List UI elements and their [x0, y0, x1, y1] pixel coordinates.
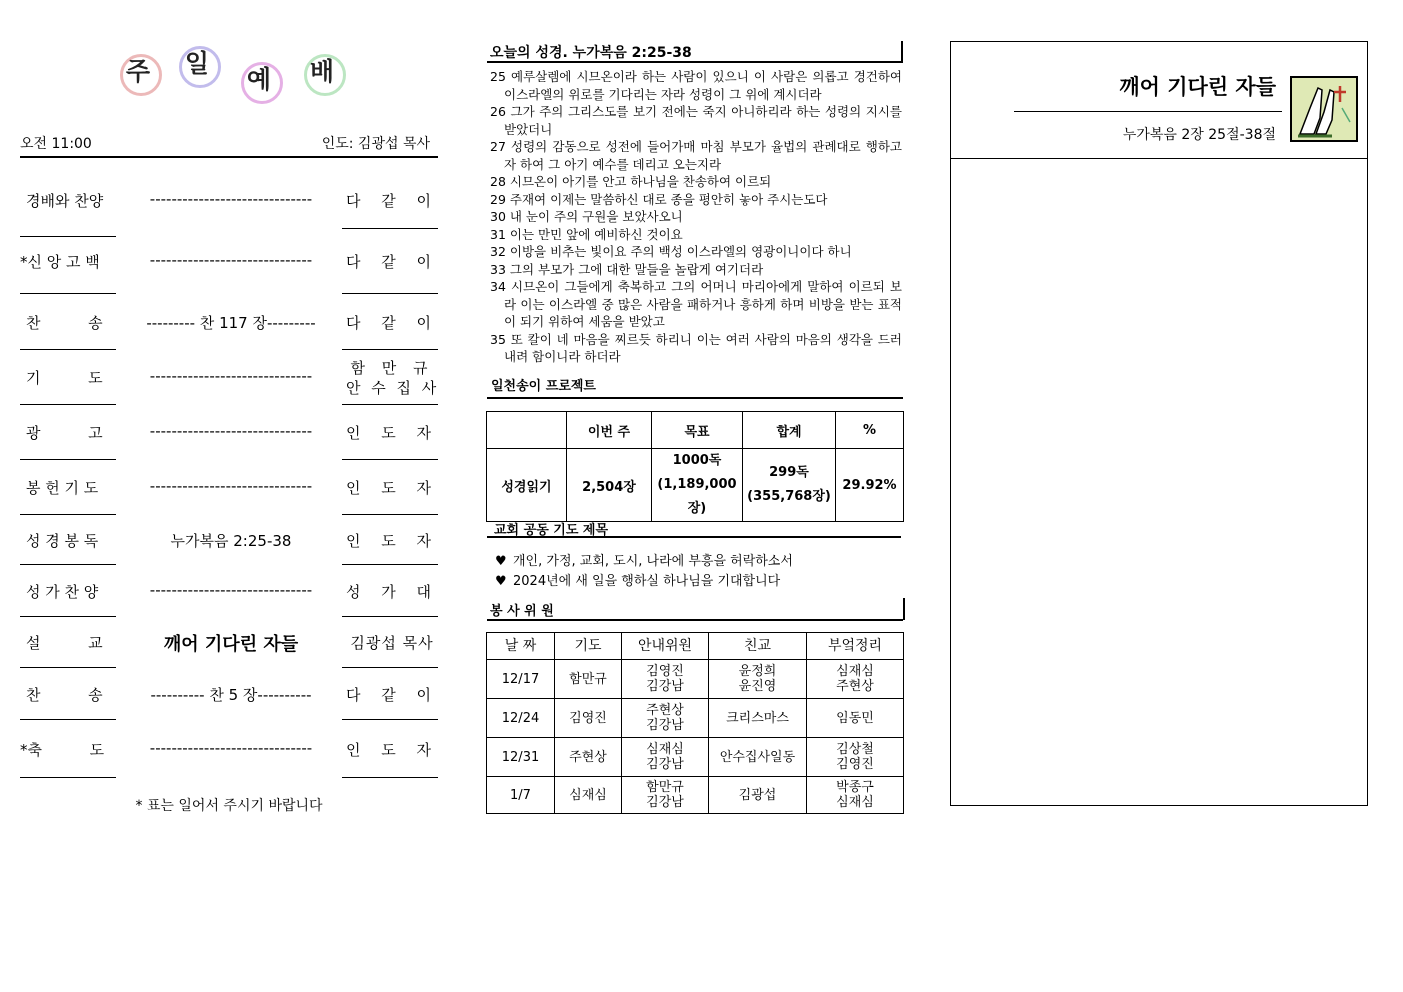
divider — [342, 719, 438, 720]
table-header: % — [836, 412, 904, 449]
service-time: 오전 11:00 — [20, 136, 92, 152]
divider — [20, 404, 116, 405]
table-row — [487, 660, 904, 699]
table-cell: 12/31 — [487, 738, 555, 777]
praying-hands-icon — [1290, 76, 1358, 142]
service-leader: 인도: 김광섭 목사 — [321, 136, 430, 152]
order-who: 인 도 자 — [346, 741, 440, 759]
sermon-page-subtitle: 누가복음 2장 25절-38절 — [1122, 127, 1276, 143]
order-who: 다 같 이 — [346, 192, 440, 210]
table-cell: 12/24 — [487, 699, 555, 738]
divider — [20, 349, 116, 350]
order-name: *축 도 — [20, 741, 105, 759]
sermon-title: 깨어 기다린 자들 — [163, 634, 299, 655]
table-header: 기도 — [555, 633, 622, 660]
table-cell: 박종구 심재심 — [807, 777, 904, 814]
table-cell: 안수집사일동 — [709, 738, 807, 777]
service-header — [20, 133, 438, 157]
title-char: 배 — [309, 57, 335, 86]
divider — [342, 777, 438, 778]
scripture-text — [490, 68, 902, 366]
order-who: 김광섭 목사 — [350, 634, 434, 652]
divider — [20, 459, 116, 460]
divider — [20, 616, 116, 617]
verse: 31 이는 만민 앞에 예비하신 것이요 — [490, 226, 683, 242]
divider — [342, 459, 438, 460]
verse: 29 주재여 이제는 말씀하신 대로 종을 평안히 놓아 주시는도다 — [490, 191, 828, 207]
verse: 28 시므온이 아기를 안고 하나님을 찬송하여 이르되 — [490, 174, 772, 189]
divider — [342, 293, 438, 294]
prayer-item: ♥ 개인, 가정, 교회, 도시, 나라에 부흥을 허락하소서 — [495, 554, 793, 569]
table-cell: 299독 (355,768장) — [743, 449, 836, 522]
scripture-title: 오늘의 성경. 누가복음 2:25-38 — [490, 45, 692, 61]
divider — [901, 41, 903, 62]
table-header: 날 짜 — [487, 633, 555, 660]
order-name: 기 도 — [26, 369, 103, 387]
order-detail: 누가복음 2:25-38 — [170, 532, 292, 550]
order-detail: ------------------------------ — [149, 581, 313, 599]
service-title: 봉 사 위 원 — [490, 604, 554, 619]
prayer-title: 교회 공동 기도 제목 — [494, 523, 609, 538]
order-detail: ------------------------------ — [149, 251, 313, 269]
divider — [903, 598, 905, 620]
divider — [1014, 111, 1282, 112]
divider — [20, 719, 116, 720]
order-name: 설 교 — [26, 634, 103, 652]
table-cell: 심재심 김강남 — [622, 738, 709, 777]
divider — [342, 564, 438, 565]
order-who: 함 만 규 — [350, 359, 434, 377]
divider — [342, 404, 438, 405]
divider — [487, 536, 901, 538]
order-who: 다 같 이 — [346, 314, 440, 332]
divider — [20, 564, 116, 565]
verse: 25 예루살렘에 시므온이라 하는 사람이 있으니 이 사람은 의롭고 경건하여 이스라엘의 위로를 기다리는 자라 성령이 그 위에 계시더라 — [490, 69, 902, 102]
prayer-item: ♥ 2024년에 새 일을 행하실 하나님을 기대합니다 — [495, 574, 781, 589]
verse: 34 시므온이 그들에게 축복하고 그의 어머니 마리아에게 말하여 이르되 보라 이는 이스라엘 중 많은 사람을 패하거나 흥하게 하며 비방을 받는 표적이 되기 위하여 세움을 받았고 — [490, 279, 902, 329]
table-cell: 윤정희 윤진영 — [709, 660, 807, 699]
order-who: 성 가 대 — [346, 583, 440, 601]
order-name: 성 경 봉 독 — [26, 532, 99, 550]
title-char: 예 — [246, 65, 272, 94]
verse: 35 또 칼이 네 마음을 찌르듯 하리니 이는 여러 사람의 마음의 생각을 드러내려 함이니라 하더라 — [490, 331, 902, 364]
standing-note: * 표는 일어서 주시기 바랍니다 — [135, 798, 323, 814]
divider — [342, 514, 438, 515]
table-cell: 2,504장 — [567, 449, 652, 522]
table-cell: 김영진 — [555, 699, 622, 738]
table-cell: 김영진 김강남 — [622, 660, 709, 699]
heart-icon: ♥ — [495, 574, 507, 589]
order-detail: ------------------------------ — [149, 190, 313, 208]
verse: 33 그의 부모가 그에 대한 말들을 놀랍게 여기더라 — [490, 261, 764, 277]
table-header — [487, 412, 567, 449]
table-cell: 함만규 — [555, 660, 622, 699]
divider — [342, 616, 438, 617]
heart-icon: ♥ — [495, 554, 507, 569]
table-cell: 주현상 김강남 — [622, 699, 709, 738]
title-char: 일 — [184, 49, 210, 78]
table-header: 부엌정리 — [807, 633, 904, 660]
table-cell: 함만규 김강남 — [622, 777, 709, 814]
divider — [342, 228, 438, 229]
project-table — [486, 411, 904, 522]
order-name: 봉 헌 기 도 — [26, 479, 99, 497]
order-name: 경배와 찬양 — [26, 192, 104, 210]
order-detail: ------------------------------ — [149, 367, 313, 385]
title-char: 주 — [125, 57, 151, 86]
table-cell: 1/7 — [487, 777, 555, 814]
table-cell: 김상철 김영진 — [807, 738, 904, 777]
table-row — [487, 633, 904, 660]
table-header: 합계 — [743, 412, 836, 449]
order-detail: --------- 찬 117 장--------- — [146, 314, 316, 332]
table-cell: 심재심 주현상 — [807, 660, 904, 699]
table-header: 친교 — [709, 633, 807, 660]
table-header: 이번 주 — [567, 412, 652, 449]
table-cell: 크리스마스 — [709, 699, 807, 738]
sermon-page-title: 깨어 기다린 자들 — [1119, 75, 1276, 99]
table-row — [487, 449, 904, 522]
table-cell: 심재심 — [555, 777, 622, 814]
verse: 26 그가 주의 그리스도를 보기 전에는 죽지 아니하리라 하는 성령의 지시를 받았더니 — [490, 104, 902, 137]
table-row — [487, 738, 904, 777]
verse: 32 이방을 비추는 빛이요 주의 백성 이스라엘의 영광이니이다 하니 — [490, 244, 852, 259]
order-name: 찬 송 — [26, 686, 103, 704]
table-header: 안내위원 — [622, 633, 709, 660]
divider — [342, 349, 438, 350]
order-detail: ------------------------------ — [149, 477, 313, 495]
divider — [487, 61, 903, 63]
table-cell: 임동민 — [807, 699, 904, 738]
table-cell: 1000독 (1,189,000장) — [652, 449, 743, 522]
divider — [951, 158, 1367, 159]
divider — [20, 667, 116, 668]
divider — [20, 514, 116, 515]
table-cell: 주현상 — [555, 738, 622, 777]
order-detail: ---------- 찬 5 장---------- — [150, 686, 312, 704]
table-cell: 29.92% — [836, 449, 904, 522]
table-row — [487, 777, 904, 814]
order-who: 인 도 자 — [346, 424, 440, 442]
verse: 30 내 눈이 주의 구원을 보았사오니 — [490, 209, 683, 224]
order-who: 다 같 이 — [346, 686, 440, 704]
order-name: *신 앙 고 백 — [20, 253, 100, 271]
order-name: 광 고 — [26, 424, 103, 442]
order-who: 인 도 자 — [346, 479, 440, 497]
divider — [20, 293, 116, 294]
verse: 27 성령의 감동으로 성전에 들어가매 마침 부모가 율법의 관례대로 행하고자 하여 그 아기 예수를 데리고 오는지라 — [490, 139, 902, 172]
divider — [20, 777, 116, 778]
table-header: 목표 — [652, 412, 743, 449]
table-cell: 김광섭 — [709, 777, 807, 814]
table-cell: 12/17 — [487, 660, 555, 699]
divider — [20, 236, 116, 237]
divider — [487, 619, 903, 621]
order-detail: ------------------------------ — [149, 422, 313, 440]
divider — [20, 156, 438, 158]
order-who: 다 같 이 — [346, 253, 440, 271]
service-table — [486, 632, 904, 814]
project-title: 일천송이 프로젝트 — [491, 379, 596, 394]
table-cell: 성경읽기 — [487, 449, 567, 522]
table-row — [487, 412, 904, 449]
order-name: 성 가 찬 양 — [26, 583, 99, 601]
sermon-notes-box — [950, 41, 1368, 806]
order-who-title: 안 수 집 사 — [346, 379, 440, 397]
order-name: 찬 송 — [26, 314, 103, 332]
divider — [342, 667, 438, 668]
order-detail: ------------------------------ — [149, 739, 313, 757]
table-row — [487, 699, 904, 738]
order-who: 인 도 자 — [346, 532, 440, 550]
divider — [487, 397, 903, 399]
